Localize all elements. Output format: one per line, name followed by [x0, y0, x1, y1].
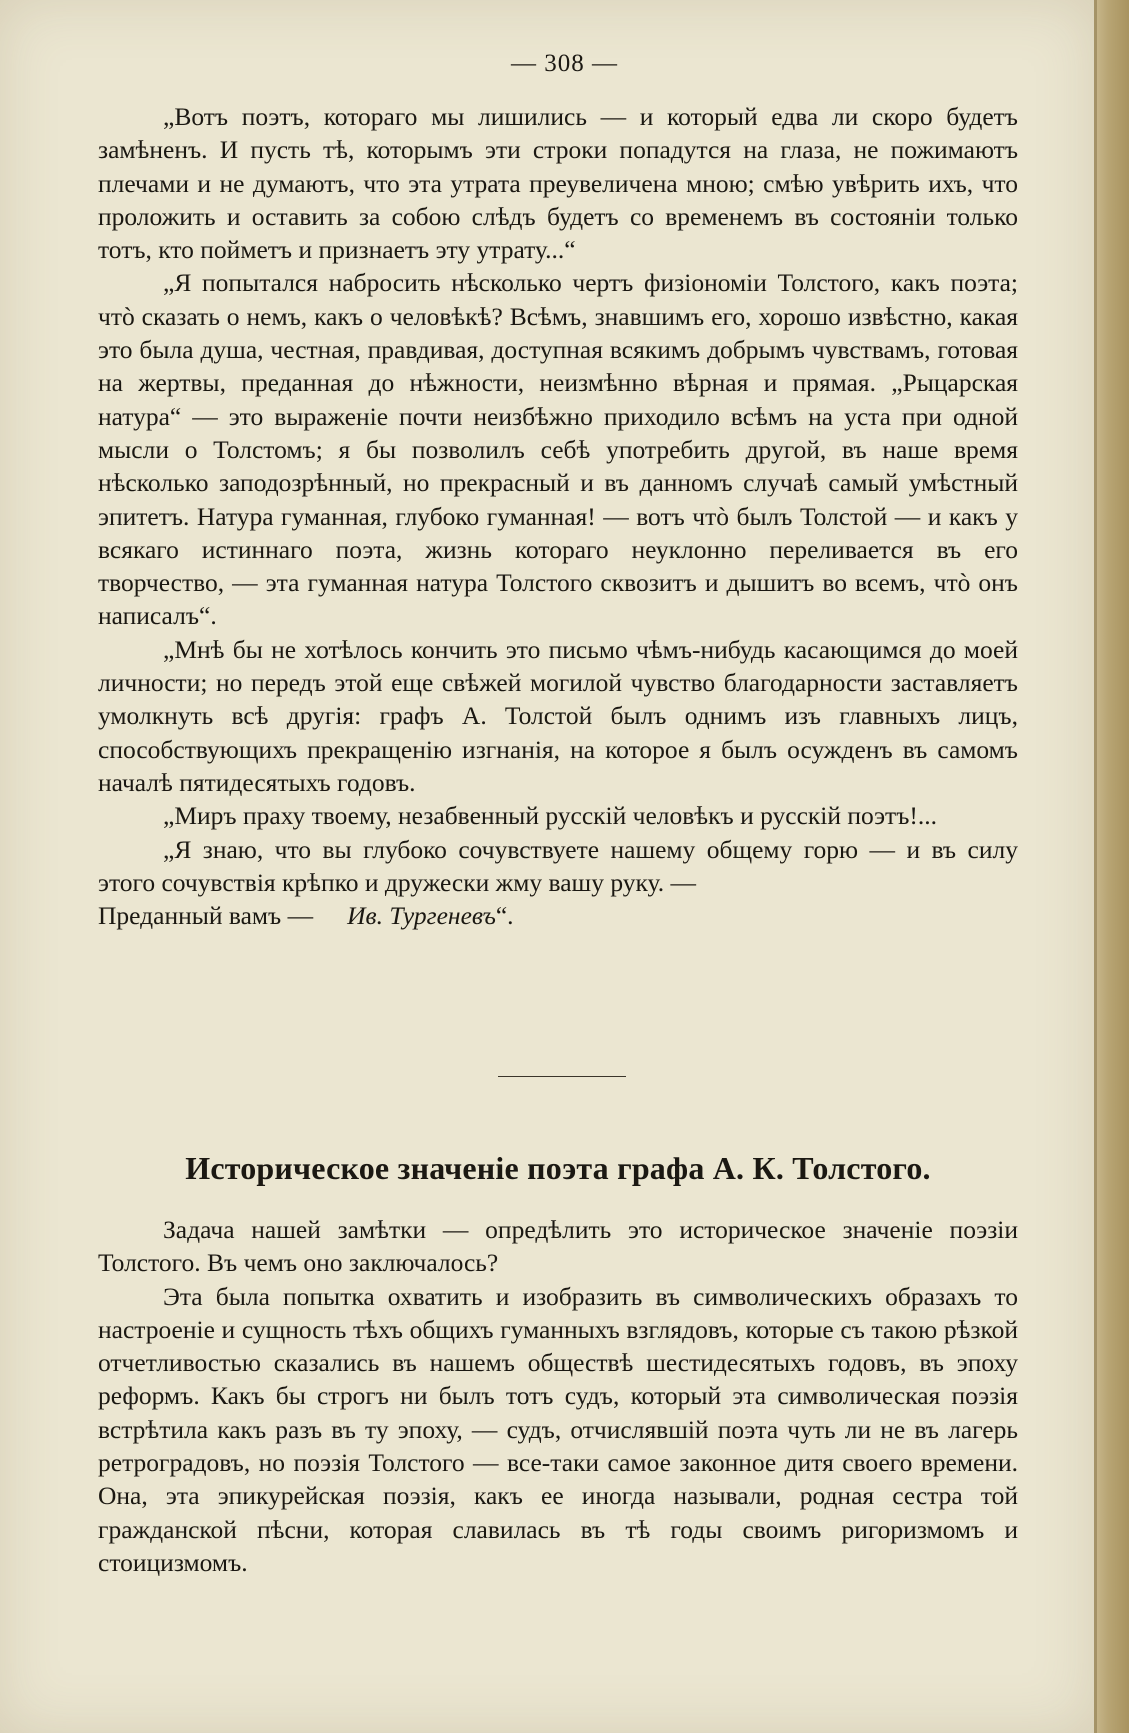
letter-quote [98, 100, 1018, 932]
signature-prefix: Преданный вамъ — [98, 901, 314, 931]
section-body [98, 1213, 1018, 1579]
section-divider [498, 1076, 626, 1077]
letter-paragraph-3: „Мнѣ бы не хотѣлось кончить это письмо чѣмъ-нибудь касающимся до моей личности; но передъ этой еще свѣжей могилой чувство благодарности заставляетъ умолкнуть всѣ другiя: графъ А. Толстой былъ однимъ изъ главныхъ лицъ, способствующихъ прекращенiю изгнанiя, на которое я былъ осужденъ въ самомъ началѣ пятидесятыхъ годовъ. [98, 634, 1018, 797]
letter-paragraph-1: „Вотъ поэтъ, котораго мы лишились — и который едва ли скоро будетъ замѣненъ. И пусть тѣ, которымъ эти строки попадутся на глаза, не пожимаютъ плечами и не думаютъ, что эта утрата преувеличена мною; смѣю увѣрить ихъ, что проложить и оставить за собою слѣдъ будетъ со временемъ въ состоянiи только тотъ, кто пойметъ и признаетъ эту утрату...“ [98, 102, 1018, 265]
section-paragraph-1: Задача нашей замѣтки — опредѣлить это историческое значенiе поэзiи Толстого. Въ чемъ оно заключалось? [98, 1215, 1018, 1278]
letter-paragraph-4: „Миръ праху твоему, незабвенный русскiй человѣкъ и русскiй поэтъ!... [163, 801, 938, 831]
page-edge [1094, 0, 1129, 1733]
letter-paragraph-2: „Я попытался набросить нѣсколько чертъ физiономiи Толстого, какъ поэта; чтò сказать о немъ, какъ о человѣкѣ? Всѣмъ, знавшимъ его, хорошо извѣстно, какая это была душа, честная, правдивая, доступная всякимъ добрымъ чувствамъ, готовая на жертвы, преданная до нѣжности, неизмѣнно вѣрная и прямая. „Рыцарская натура“ — это выраженiе почти неизбѣжно приходило всѣмъ на уста при одной мысли о Толстомъ; я бы позволилъ себѣ употребить другой, въ наше время нѣсколько заподозрѣнный, но прекрасный и въ данномъ случаѣ самый умѣстный эпитетъ. Натура гуманная, глубоко гуманная! — вотъ чтò былъ Толстой — и какъ у всякаго истиннаго поэта, жизнь котораго неуклонно переливается въ его творчество, — эта гуманная натура Толстого сквозитъ и дышитъ во всемъ, чтò онъ написалъ“. [98, 268, 1018, 631]
signature-suffix: “. [495, 901, 514, 931]
section-heading: Историческое значенiе поэта графа А. К. Толстого. [185, 1150, 931, 1186]
signature-name: Ив. Тургеневъ [347, 901, 496, 931]
letter-signature [98, 899, 1018, 932]
page-number: — 308 — [511, 50, 618, 77]
section-paragraph-2: Эта была попытка охватить и изобразить въ символическихъ образахъ то настроенiе и сущность тѣхъ общихъ гуманныхъ взглядовъ, которые съ такою рѣзкой отчетливостью сказались въ нашемъ обществѣ шестидесятыхъ годовъ, въ эпоху реформъ. Какъ бы строгъ ни былъ тотъ судъ, который эта символическая поэзiя встрѣтила какъ разъ въ ту эпоху, — судъ, отчислявшiй поэта чуть ли не въ лагерь ретроградовъ, но поэзiя Толстого — все-таки самое законное дитя своего времени. Она, эта эпикурейская поэзiя, какъ ее иногда называли, родная сестра той гражданской пѣсни, которая славилась въ тѣ годы своимъ ригоризмомъ и стоицизмомъ. [98, 1281, 1018, 1577]
letter-paragraph-5: „Я знаю, что вы глубоко сочувствуете нашему общему горю — и въ силу этого сочувствiя крѣпко и дружески жму вашу руку. — [98, 834, 1018, 897]
